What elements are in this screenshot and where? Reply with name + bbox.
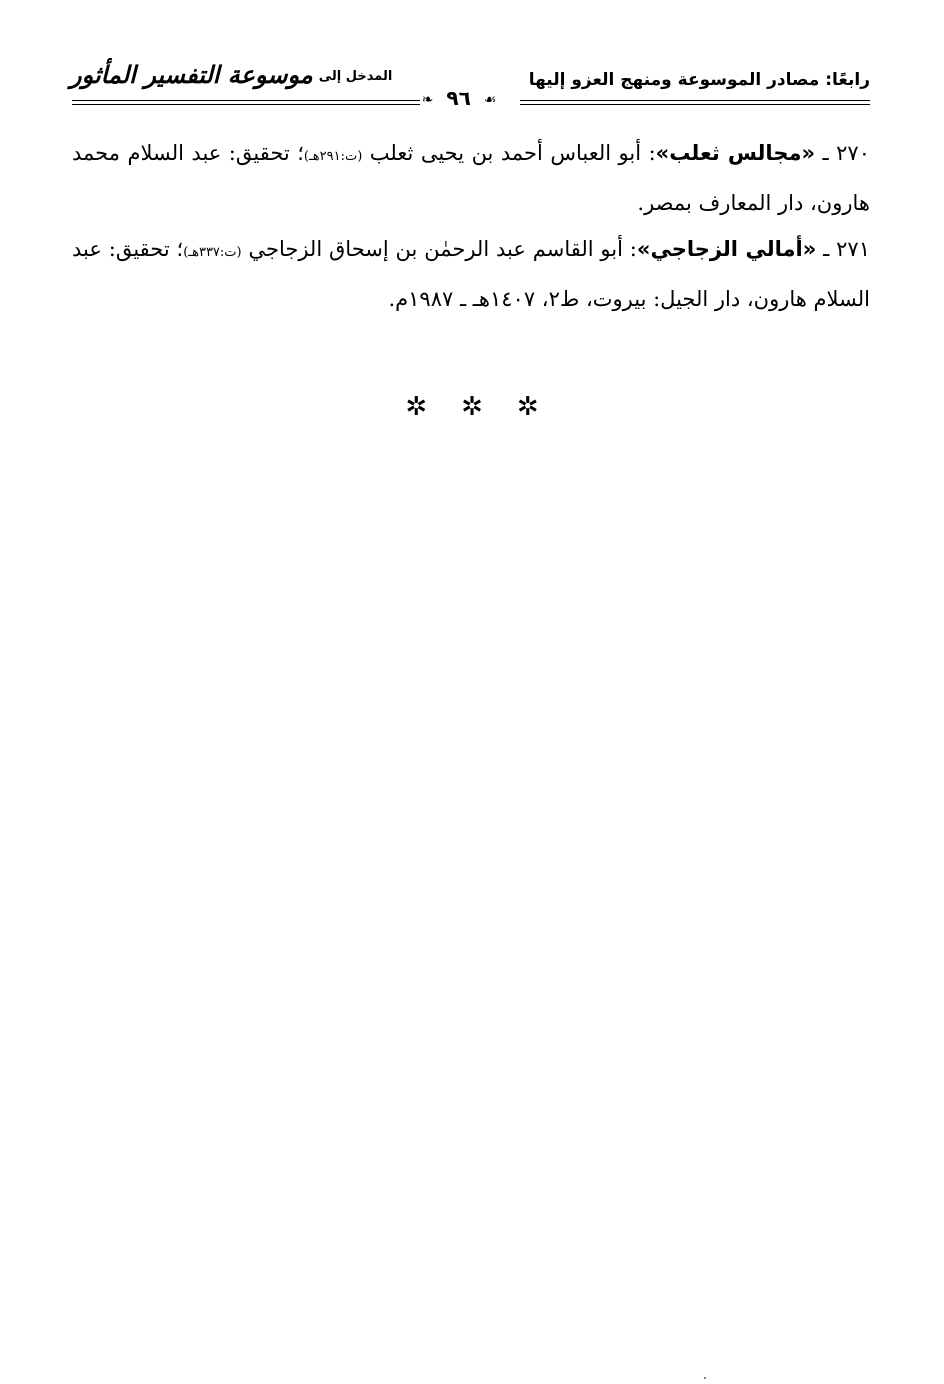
entry-number: ٢٧١ ـ bbox=[816, 237, 870, 261]
ornament-left-icon: ❧ bbox=[421, 91, 434, 108]
page-body bbox=[72, 130, 870, 322]
book-title: موسوعة التفسير المأثور bbox=[70, 60, 313, 89]
entry-270 bbox=[72, 130, 870, 226]
entry-publication: ؛ تحقيق: عبد السلام محمد هارون، دار المعارف بمصر. bbox=[72, 141, 870, 215]
page-number-block bbox=[394, 86, 524, 110]
scan-speck bbox=[704, 1377, 706, 1379]
entry-author: : أبو القاسم عبد الرحمٰن بن إسحاق الزجاجي bbox=[241, 237, 637, 261]
header-rule-left bbox=[72, 100, 420, 101]
book-title-block bbox=[70, 62, 392, 88]
header-rule-right bbox=[520, 100, 870, 101]
entry-death-date: (ت:٣٣٧هـ) bbox=[183, 245, 242, 260]
header-rule-right-lower bbox=[520, 104, 870, 105]
entry-title: «مجالس ثعلب» bbox=[655, 141, 816, 165]
page-number: ٩٦ bbox=[446, 86, 471, 110]
entry-author: : أبو العباس أحمد بن يحيى ثعلب bbox=[362, 141, 656, 165]
section-separator-stars: ✲✲✲ bbox=[405, 392, 573, 422]
book-intro: المدخل إلى bbox=[318, 69, 393, 84]
entry-death-date: (ت:٢٩١هـ) bbox=[303, 149, 363, 164]
entry-title: «أمالي الزجاجي» bbox=[636, 237, 817, 261]
entry-publication: ؛ تحقيق: عبد السلام هارون، دار الجيل: بيروت، ط٢، ١٤٠٧هـ ـ ١٩٨٧م. bbox=[72, 237, 870, 311]
ornament-right-icon: ☙ bbox=[483, 91, 497, 108]
entry-271 bbox=[72, 226, 870, 322]
header-rule-left-lower bbox=[72, 104, 420, 105]
entry-number: ٢٧٠ ـ bbox=[815, 141, 870, 165]
chapter-title: رابعًا: مصادر الموسوعة ومنهج العزو إليها bbox=[528, 70, 870, 90]
